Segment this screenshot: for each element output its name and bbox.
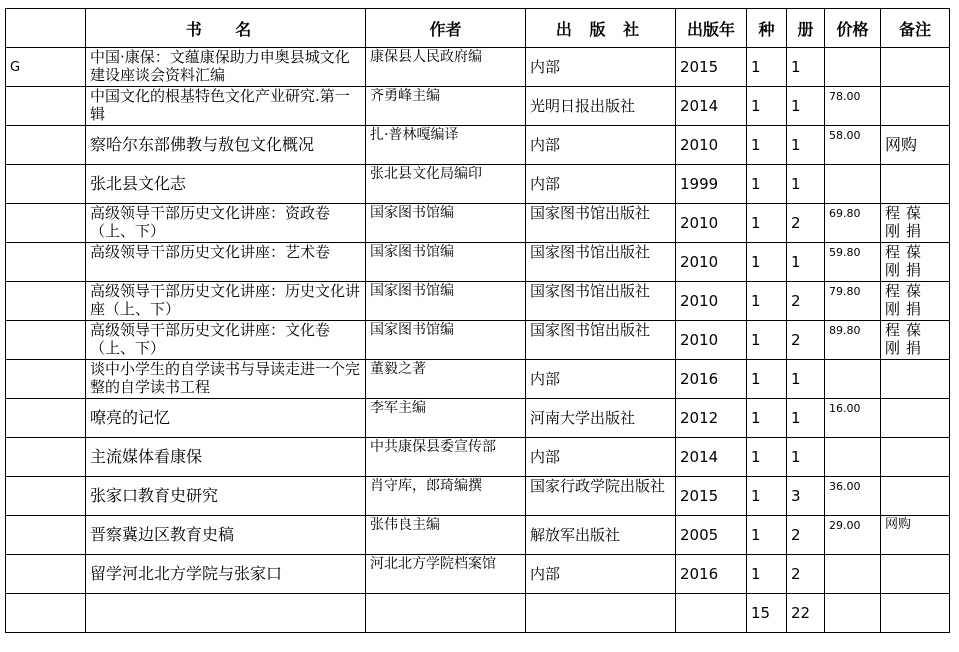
volumes-cell: 2 bbox=[787, 516, 825, 555]
publisher-cell: 内部 bbox=[526, 165, 676, 204]
table-row bbox=[6, 555, 950, 594]
year-cell: 2016 bbox=[676, 555, 747, 594]
class-cell bbox=[6, 555, 86, 594]
totals-empty-cell bbox=[366, 594, 526, 633]
author-cell: 国家图书馆编 bbox=[366, 282, 526, 321]
class-cell bbox=[6, 165, 86, 204]
totals-empty-cell bbox=[676, 594, 747, 633]
title-cell: 晋察冀边区教育史稿 bbox=[86, 516, 366, 555]
kind-cell: 1 bbox=[747, 243, 787, 282]
volumes-cell: 1 bbox=[787, 48, 825, 87]
class-cell bbox=[6, 87, 86, 126]
table-row bbox=[6, 48, 950, 87]
volumes-cell: 2 bbox=[787, 282, 825, 321]
note-cell: 程葆刚捐 bbox=[881, 282, 950, 321]
year-cell: 2012 bbox=[676, 399, 747, 438]
kind-cell: 1 bbox=[747, 48, 787, 87]
publisher-cell: 内部 bbox=[526, 360, 676, 399]
table-row bbox=[6, 87, 950, 126]
publisher-cell: 内部 bbox=[526, 555, 676, 594]
year-cell: 2015 bbox=[676, 477, 747, 516]
volumes-cell: 2 bbox=[787, 555, 825, 594]
note-cell: 网购 bbox=[881, 126, 950, 165]
table-row bbox=[6, 126, 950, 165]
kind-cell: 1 bbox=[747, 282, 787, 321]
class-cell bbox=[6, 321, 86, 360]
author-cell: 扎·普林嘎编译 bbox=[366, 126, 526, 165]
author-cell: 康保县人民政府编 bbox=[366, 48, 526, 87]
table-row bbox=[6, 399, 950, 438]
publisher-cell: 国家图书馆出版社 bbox=[526, 282, 676, 321]
volumes-cell: 2 bbox=[787, 321, 825, 360]
price-cell: 69.80 bbox=[825, 204, 881, 243]
table-row bbox=[6, 282, 950, 321]
note-cell bbox=[881, 477, 950, 516]
author-cell: 张伟良主编 bbox=[366, 516, 526, 555]
year-cell: 2016 bbox=[676, 360, 747, 399]
totals-empty-cell bbox=[526, 594, 676, 633]
author-cell: 齐勇峰主编 bbox=[366, 87, 526, 126]
year-cell: 2015 bbox=[676, 48, 747, 87]
table-row bbox=[6, 516, 950, 555]
publisher-cell: 国家图书馆出版社 bbox=[526, 243, 676, 282]
year-cell: 2014 bbox=[676, 438, 747, 477]
class-cell bbox=[6, 477, 86, 516]
class-cell bbox=[6, 282, 86, 321]
class-cell bbox=[6, 399, 86, 438]
title-cell: 察哈尔东部佛教与敖包文化概况 bbox=[86, 126, 366, 165]
price-cell: 36.00 bbox=[825, 477, 881, 516]
volumes-cell: 1 bbox=[787, 438, 825, 477]
header-volumes: 册 bbox=[787, 9, 825, 48]
price-cell bbox=[825, 438, 881, 477]
header-row bbox=[6, 9, 950, 48]
header-note: 备注 bbox=[881, 9, 950, 48]
header-author: 作者 bbox=[366, 9, 526, 48]
price-cell: 79.80 bbox=[825, 282, 881, 321]
note-cell: 程葆刚捐 bbox=[881, 204, 950, 243]
title-cell: 中国文化的根基特色文化产业研究.第一辑 bbox=[86, 87, 366, 126]
volumes-cell: 1 bbox=[787, 87, 825, 126]
author-cell: 董毅之著 bbox=[366, 360, 526, 399]
header-price: 价格 bbox=[825, 9, 881, 48]
author-cell: 肖守库，郎琦编撰 bbox=[366, 477, 526, 516]
table-row bbox=[6, 204, 950, 243]
title-cell: 高级领导干部历史文化讲座：历史文化讲座（上、下） bbox=[86, 282, 366, 321]
class-cell bbox=[6, 360, 86, 399]
kind-cell: 1 bbox=[747, 438, 787, 477]
note-cell: 程葆刚捐 bbox=[881, 243, 950, 282]
table-row bbox=[6, 438, 950, 477]
publisher-cell: 内部 bbox=[526, 438, 676, 477]
price-cell: 59.80 bbox=[825, 243, 881, 282]
header-publisher: 出 版 社 bbox=[526, 9, 676, 48]
volumes-cell: 1 bbox=[787, 399, 825, 438]
class-cell: G bbox=[6, 48, 86, 87]
title-cell: 张家口教育史研究 bbox=[86, 477, 366, 516]
volumes-cell: 1 bbox=[787, 126, 825, 165]
note-cell bbox=[881, 399, 950, 438]
year-cell: 2010 bbox=[676, 282, 747, 321]
class-cell bbox=[6, 126, 86, 165]
kind-cell: 1 bbox=[747, 321, 787, 360]
publisher-cell: 河南大学出版社 bbox=[526, 399, 676, 438]
title-cell: 高级领导干部历史文化讲座：资政卷（上、下） bbox=[86, 204, 366, 243]
title-cell: 中国·康保：文蕴康保助力申奥县城文化建设座谈会资料汇编 bbox=[86, 48, 366, 87]
totals-row bbox=[6, 594, 950, 633]
note-cell bbox=[881, 438, 950, 477]
volumes-cell: 1 bbox=[787, 360, 825, 399]
title-cell: 主流媒体看康保 bbox=[86, 438, 366, 477]
price-cell: 29.00 bbox=[825, 516, 881, 555]
book-catalog-table bbox=[5, 8, 950, 633]
kind-cell: 1 bbox=[747, 204, 787, 243]
class-cell bbox=[6, 516, 86, 555]
author-cell: 河北北方学院档案馆 bbox=[366, 555, 526, 594]
year-cell: 2005 bbox=[676, 516, 747, 555]
note-cell bbox=[881, 48, 950, 87]
totals-empty-cell bbox=[825, 594, 881, 633]
total-volumes-cell: 22 bbox=[787, 594, 825, 633]
total-kind-cell: 15 bbox=[747, 594, 787, 633]
class-cell bbox=[6, 204, 86, 243]
publisher-cell: 国家行政学院出版社 bbox=[526, 477, 676, 516]
author-cell: 张北县文化局编印 bbox=[366, 165, 526, 204]
year-cell: 2010 bbox=[676, 126, 747, 165]
author-cell: 李军主编 bbox=[366, 399, 526, 438]
totals-empty-cell bbox=[6, 594, 86, 633]
author-cell: 国家图书馆编 bbox=[366, 321, 526, 360]
price-cell bbox=[825, 48, 881, 87]
author-cell: 国家图书馆编 bbox=[366, 243, 526, 282]
table-row bbox=[6, 360, 950, 399]
publisher-cell: 国家图书馆出版社 bbox=[526, 204, 676, 243]
note-cell bbox=[881, 360, 950, 399]
totals-empty-cell bbox=[881, 594, 950, 633]
kind-cell: 1 bbox=[747, 126, 787, 165]
publisher-cell: 光明日报出版社 bbox=[526, 87, 676, 126]
title-cell: 留学河北北方学院与张家口 bbox=[86, 555, 366, 594]
kind-cell: 1 bbox=[747, 360, 787, 399]
note-cell: 网购 bbox=[881, 516, 950, 555]
publisher-cell: 内部 bbox=[526, 48, 676, 87]
kind-cell: 1 bbox=[747, 399, 787, 438]
year-cell: 1999 bbox=[676, 165, 747, 204]
volumes-cell: 2 bbox=[787, 204, 825, 243]
header-title: 书 名 bbox=[86, 9, 366, 48]
class-cell bbox=[6, 243, 86, 282]
publisher-cell: 解放军出版社 bbox=[526, 516, 676, 555]
note-cell bbox=[881, 555, 950, 594]
kind-cell: 1 bbox=[747, 165, 787, 204]
kind-cell: 1 bbox=[747, 555, 787, 594]
totals-empty-cell bbox=[86, 594, 366, 633]
title-cell: 高级领导干部历史文化讲座：文化卷（上、下） bbox=[86, 321, 366, 360]
kind-cell: 1 bbox=[747, 477, 787, 516]
price-cell: 78.00 bbox=[825, 87, 881, 126]
price-cell bbox=[825, 555, 881, 594]
year-cell: 2010 bbox=[676, 321, 747, 360]
year-cell: 2010 bbox=[676, 204, 747, 243]
price-cell bbox=[825, 165, 881, 204]
note-cell bbox=[881, 165, 950, 204]
volumes-cell: 1 bbox=[787, 243, 825, 282]
volumes-cell: 1 bbox=[787, 165, 825, 204]
kind-cell: 1 bbox=[747, 516, 787, 555]
publisher-cell: 内部 bbox=[526, 126, 676, 165]
table-row bbox=[6, 243, 950, 282]
year-cell: 2010 bbox=[676, 243, 747, 282]
price-cell bbox=[825, 360, 881, 399]
volumes-cell: 3 bbox=[787, 477, 825, 516]
table-row bbox=[6, 165, 950, 204]
price-cell: 89.80 bbox=[825, 321, 881, 360]
note-cell bbox=[881, 87, 950, 126]
header-year: 出版年 bbox=[676, 9, 747, 48]
kind-cell: 1 bbox=[747, 87, 787, 126]
title-cell: 谈中小学生的自学读书与导读走进一个完整的自学读书工程 bbox=[86, 360, 366, 399]
title-cell: 高级领导干部历史文化讲座：艺术卷 bbox=[86, 243, 366, 282]
header-class bbox=[6, 9, 86, 48]
class-cell bbox=[6, 438, 86, 477]
price-cell: 16.00 bbox=[825, 399, 881, 438]
author-cell: 国家图书馆编 bbox=[366, 204, 526, 243]
year-cell: 2014 bbox=[676, 87, 747, 126]
publisher-cell: 国家图书馆出版社 bbox=[526, 321, 676, 360]
author-cell: 中共康保县委宣传部 bbox=[366, 438, 526, 477]
note-cell: 程葆刚捐 bbox=[881, 321, 950, 360]
table-row bbox=[6, 321, 950, 360]
title-cell: 张北县文化志 bbox=[86, 165, 366, 204]
price-cell: 58.00 bbox=[825, 126, 881, 165]
header-kind: 种 bbox=[747, 9, 787, 48]
title-cell: 嘹亮的记忆 bbox=[86, 399, 366, 438]
table-row bbox=[6, 477, 950, 516]
